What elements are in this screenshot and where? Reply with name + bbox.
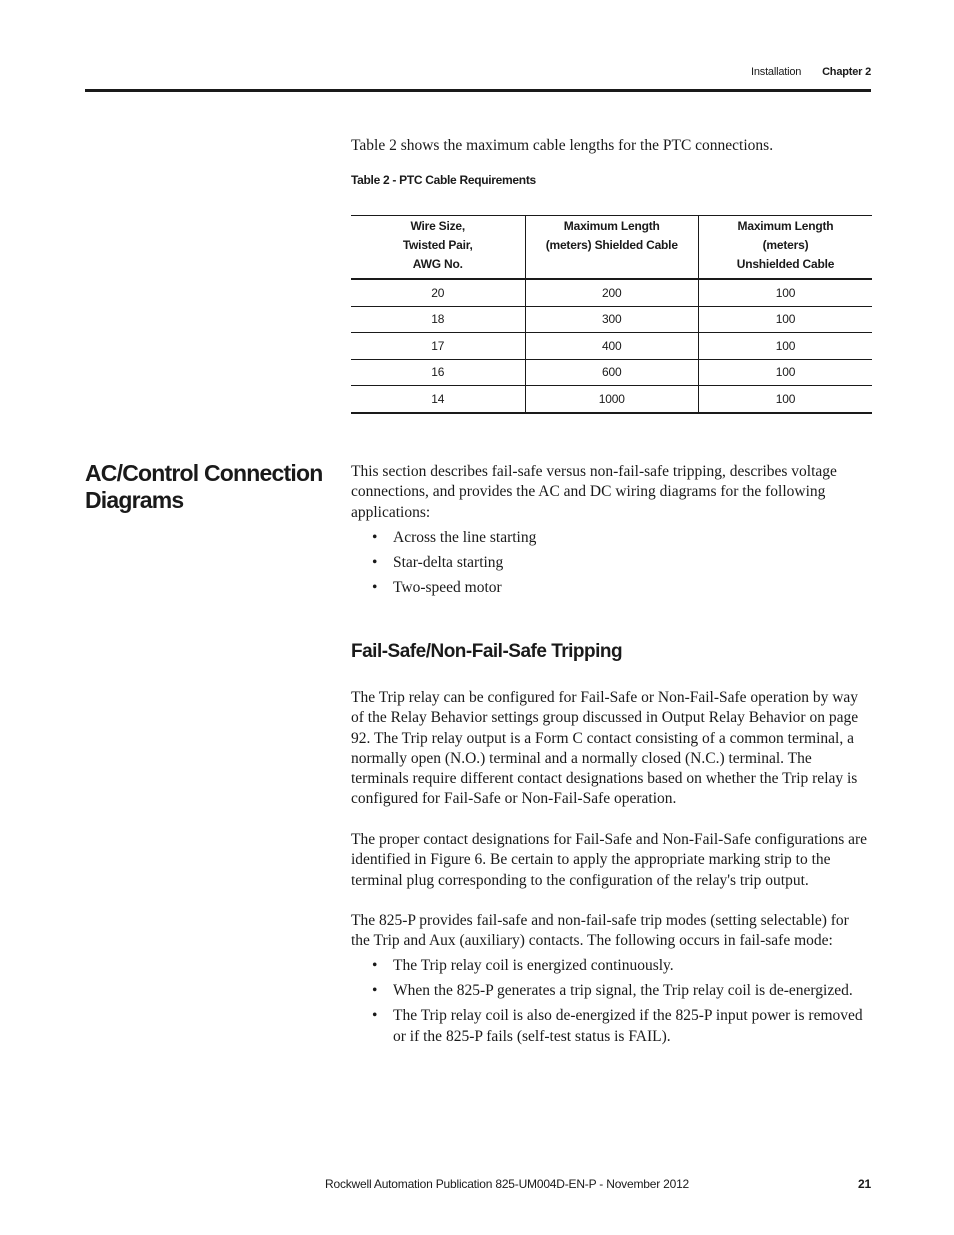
cell-wire-size: 20 — [351, 279, 525, 306]
fail-safe-list — [351, 956, 871, 1047]
section-body — [351, 462, 871, 598]
cell-shielded: 300 — [525, 306, 698, 333]
header-chapter: Chapter 2 — [822, 66, 871, 78]
cell-wire-size: 14 — [351, 386, 525, 413]
intro-text: Table 2 shows the maximum cable lengths for the PTC connections. — [351, 137, 774, 154]
cell-wire-size: 16 — [351, 359, 525, 386]
header-wire-size: Wire Size, Twisted Pair, AWG No. — [351, 216, 525, 280]
section-heading: AC/Control Connection Diagrams — [85, 460, 323, 513]
page-header — [751, 66, 871, 78]
cell-unshielded: 100 — [698, 279, 872, 306]
list-item: • The Trip relay coil is also de-energized if the 825-P input power is removed or if the 825-P fails (self-test status is FAIL). — [372, 1007, 863, 1045]
cell-wire-size: 18 — [351, 306, 525, 333]
bullet-icon: • — [372, 578, 378, 596]
table-row — [351, 333, 872, 360]
cell-shielded: 200 — [525, 279, 698, 306]
trip-relay-paragraph: The Trip relay can be configured for Fail-Safe or Non-Fail-Safe operation by way of the Relay Behavior settings group discussed in Output Relay Behavior on page 92. The Trip relay output is a Form C contact consisting of a common terminal, a normally open (N.O.) terminal and a normally closed (N.C.) terminal. The terminals require different contact designations based on whether the Trip relay is configured for Fail-Safe or Non-Fail-Safe operation. — [351, 689, 859, 808]
bullet-icon: • — [372, 1007, 378, 1025]
table-row — [351, 359, 872, 386]
table-header-row — [351, 216, 872, 280]
list-item: • Two-speed motor — [351, 578, 871, 598]
trip-modes-paragraph: The 825-P provides fail-safe and non-fail-safe trip modes (setting selectable) for the Trip and Aux (auxiliary) contacts. The following occurs in fail-safe mode: • The Trip relay coil is energized continuously. • When the 825-P generates a trip signal, the Trip relay coil is de-energized. • The Trip relay coil is also de-energized if the 825-P input power is removed or if the 825-P fails (self-test status is FAIL). — [351, 911, 871, 1047]
intro-paragraph — [351, 136, 871, 156]
bullet-icon: • — [372, 957, 378, 975]
cell-shielded: 400 — [525, 333, 698, 360]
table-row — [351, 386, 872, 413]
section-intro-text: This section describes fail-safe versus non-fail-safe tripping, describes voltage connections, and provides the AC and DC wiring diagrams for the following applications: — [351, 463, 837, 521]
header-shielded-length: Maximum Length (meters) Shielded Cable — [525, 216, 698, 280]
bullet-icon: • — [372, 553, 378, 571]
ptc-cable-table — [351, 215, 872, 414]
header-rule — [85, 89, 871, 92]
table-caption: Table 2 - PTC Cable Requirements — [351, 173, 536, 187]
list-item: • Star-delta starting — [351, 553, 871, 573]
table-row — [351, 306, 872, 333]
contact-designations-paragraph: The proper contact designations for Fail-Safe and Non-Fail-Safe configurations are identified in Figure 6. Be certain to apply the appropriate marking strip to the terminal plug corresponding to the configuration of the relay's trip output. — [351, 831, 868, 889]
cell-unshielded: 100 — [698, 333, 872, 360]
table-row — [351, 279, 872, 306]
list-item: • The Trip relay coil is energized continuously. — [351, 956, 871, 976]
cell-wire-size: 17 — [351, 333, 525, 360]
page-number: 21 — [858, 1177, 871, 1191]
applications-list — [351, 528, 871, 598]
footer-publication: Rockwell Automation Publication 825-UM004D-EN-P - November 2012 — [325, 1177, 690, 1191]
header-section: Installation — [751, 66, 802, 78]
cell-shielded: 1000 — [525, 386, 698, 413]
subsection-heading: Fail-Safe/Non-Fail-Safe Tripping — [351, 641, 623, 662]
list-item: • Across the line starting — [351, 528, 871, 548]
cell-shielded: 600 — [525, 359, 698, 386]
cell-unshielded: 100 — [698, 386, 872, 413]
bullet-icon: • — [372, 528, 378, 546]
bullet-icon: • — [372, 982, 378, 1000]
cell-unshielded: 100 — [698, 359, 872, 386]
cell-unshielded: 100 — [698, 306, 872, 333]
header-unshielded-length: Maximum Length (meters) Unshielded Cable — [698, 216, 872, 280]
list-item: • When the 825-P generates a trip signal, the Trip relay coil is de-energized. — [351, 981, 871, 1001]
